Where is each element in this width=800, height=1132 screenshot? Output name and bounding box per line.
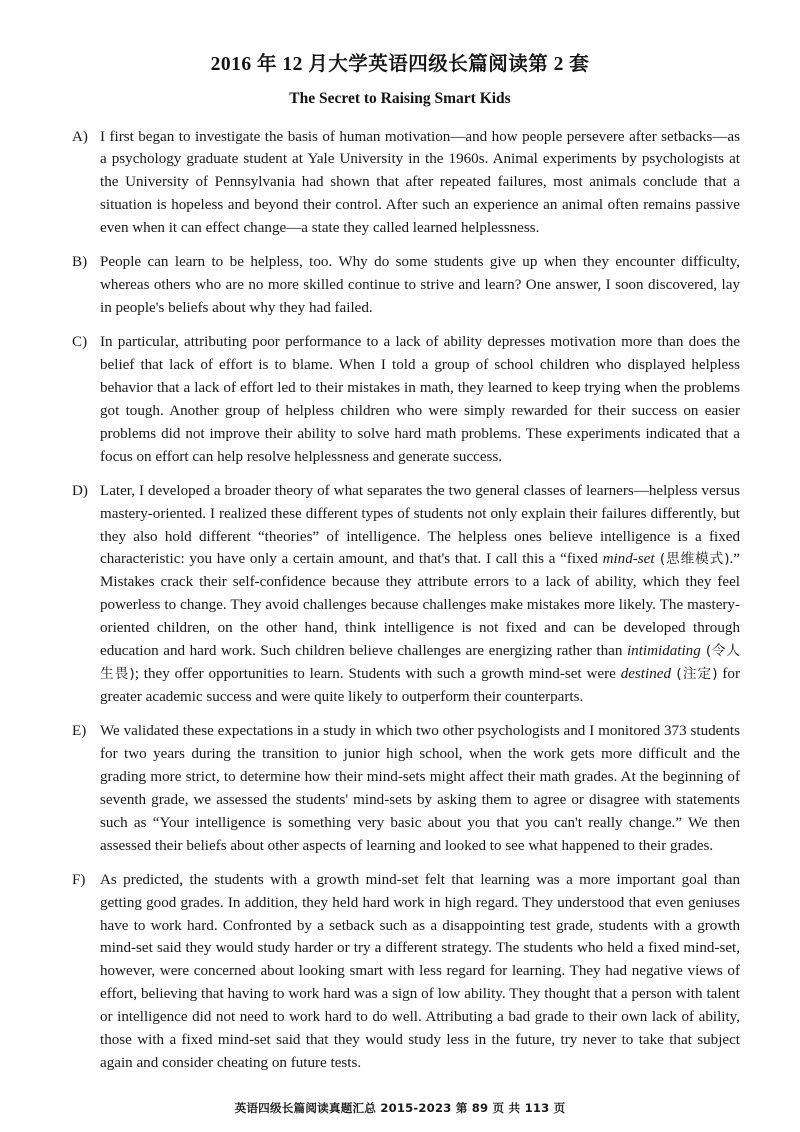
paragraph-text: We validated these expectations in a study in which two other psychologists and I monitored 373 students for two years during the transition to junior high school, when the work gets more difficult and the grading more strict, to determine how their mind-sets might affect their math grades. At the beginning of seventh grade, we assessed the students' mind-sets by asking them to agree or disagree with statements such as “Your intelligence is something very basic about you that you can't really change.” We then assessed their beliefs about other aspects of learning and looked to see what happened to their grades. (100, 723, 740, 854)
document-content (60, 44, 740, 1075)
chinese-gloss: (注定) (671, 666, 718, 683)
paragraph-text: As predicted, the students with a growth mind-set felt that learning was a more important goal than getting good grades. In addition, they held hard work in high regard. They understood that even geniuses have to work hard. Confronted by a setback such as a disappointing test grade, students with a growth mind-set said they would study harder or try a different strategy. The students who held a fixed mind-set, however, were concerned about looking smart with less regard for learning. They had negative views of effort, believing that having to work hard was a sign of low ability. They thought that a person with talent or intelligence did not need to work hard to do well. Attributing a bad grade to their own lack of ability, those with a fixed mind-set said that they would study less in the future, try never to take that subject again and consider cheating on future tests. (100, 871, 740, 1072)
paragraph-text: I first began to investigate the basis of human motivation—and how people persevere after setbacks—as a psychology graduate student at Yale University in the 1960s. Animal experiments by psychologists at the University of Pennsylvania had shown that after repeated failures, most animals conclude that a situation is hopeless and beyond their control. After such an experience an animal often remains passive even when it can effect change—a state they called learned helplessness. (100, 128, 740, 237)
page-footer: 英语四级长篇阅读真题汇总 2015-2023 第 89 页 共 113 页 (234, 1101, 566, 1115)
paragraph (60, 720, 740, 858)
paragraph-label: B) (72, 254, 88, 271)
emphasised-term: destined (620, 666, 671, 683)
paragraph (60, 480, 740, 709)
text-run: for greater academic success and were quite likely to outperform their counterparts. (100, 666, 740, 706)
paragraph-text (100, 480, 740, 709)
paragraph (60, 331, 740, 469)
text-run: .” Mistakes crack their self-confidence because they attribute errors to a lack of ability, which they feel powerless to change. They avoid challenges because challenges make mistakes more likely. The mastery-oriented children, on the other hand, think intelligence is not fixed and can be developed through education and hard work. Such children believe challenges are energizing rather than (100, 551, 740, 660)
page-title: 2016 年 12 月大学英语四级长篇阅读第 2 套 (210, 54, 590, 75)
paragraph (60, 126, 740, 241)
paragraph-label: C) (72, 334, 88, 350)
emphasised-term: mind-set (602, 551, 655, 568)
article-subtitle: The Secret to Raising Smart Kids (289, 90, 511, 108)
emphasised-term: intimidating (626, 643, 701, 660)
chinese-gloss: (思维模式) (654, 551, 730, 568)
paragraph-text: In particular, attributing poor performance to a lack of ability depresses motivation more than does the belief that lack of effort is to blame. When I told a group of school children who displayed helpless behavior that a lack of effort led to their mistakes in math, they learned to keep trying when the problems got tough. Another group of helpless children who were simply rewarded for their success on easier problems did not improve their ability to solve hard math problems. These experiments indicated that a focus on effort can help resolve helplessness and generate success. (100, 334, 740, 465)
paragraph (60, 869, 740, 1075)
text-run: Later, I developed a broader theory of what separates the two general classes of learners—helpless versus mastery-oriented. I realized these different types of students not only explain their failures differently, but they also hold different “theories” of intelligence. The helpless ones believe intelligence is a fixed characteristic: you have only a certain amount, and that's that. I call this a “fixed (100, 482, 740, 568)
paragraph-label: E) (72, 723, 87, 739)
paragraph-text: People can learn to be helpless, too. Why do some students give up when they encounter difficulty, whereas others who are no more skilled continue to strive and learn? One answer, I soon discovered, lay in people's beliefs about why they had failed. (100, 254, 740, 317)
paragraph (60, 251, 740, 320)
paragraph-list (60, 126, 740, 1076)
paragraph-label: D) (72, 482, 88, 499)
paragraph-label: F) (72, 871, 86, 888)
chinese-gloss: (令人生畏) (100, 643, 741, 683)
text-run: ; they offer opportunities to learn. Students with such a growth mind-set were (134, 666, 621, 683)
paragraph-label: A) (72, 128, 88, 145)
